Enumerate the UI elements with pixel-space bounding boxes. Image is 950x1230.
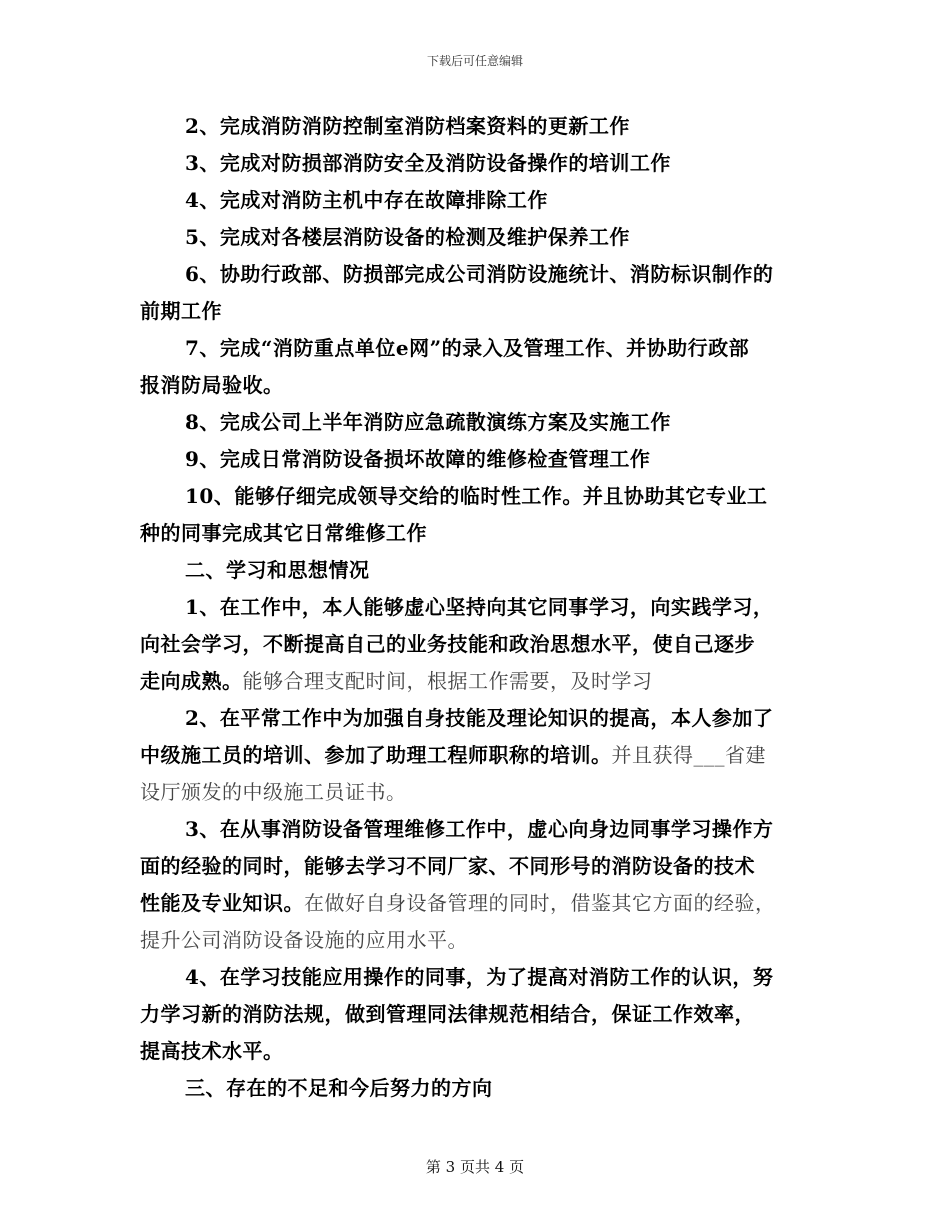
list-item-continuation: 报消防局验收。 — [140, 373, 284, 397]
document-body — [140, 108, 812, 1107]
paragraph-line: 提高技术水平。 — [140, 1039, 284, 1063]
paragraph-line: 中级施工员的培训、参加了助理工程师职称的培训。并且获得___省建 — [140, 743, 766, 767]
page-header: 下载后可任意编辑 — [426, 54, 523, 68]
paragraph-line: 设厅颁发的中级施工员证书。 — [140, 780, 407, 804]
list-item: 7、完成“消防重点单位e网”的录入及管理工作、并协助行政部 — [185, 336, 750, 360]
section-heading: 二、学习和思想情况 — [185, 558, 370, 582]
list-item: 8、完成公司上半年消防应急疏散演练方案及实施工作 — [185, 410, 671, 434]
list-item: 9、完成日常消防设备损坏故障的维修检查管理工作 — [185, 447, 651, 471]
paragraph-line: 性能及专业知识。在做好自身设备管理的同时，借鉴其它方面的经验， — [140, 891, 776, 915]
paragraph-line: 提升公司消防设备设施的应用水平。 — [140, 928, 468, 952]
list-item: 3、完成对防损部消防安全及消防设备操作的培训工作 — [185, 151, 671, 175]
list-item: 5、完成对各楼层消防设备的检测及维护保养工作 — [185, 225, 630, 249]
paragraph-line: 2、在平常工作中为加强自身技能及理论知识的提高，本人参加了 — [185, 706, 774, 730]
section-heading: 三、存在的不足和今后努力的方向 — [185, 1076, 493, 1100]
paragraph-line: 4、在学习技能应用操作的同事，为了提高对消防工作的认识，努 — [185, 965, 774, 989]
paragraph-line: 3、在从事消防设备管理维修工作中，虚心向身边同事学习操作方 — [185, 817, 774, 841]
page-footer: 第 3 页共 4 页 — [425, 1158, 525, 1176]
list-item-continuation: 种的同事完成其它日常维修工作 — [140, 521, 427, 545]
list-item: 10、能够仔细完成领导交给的临时性工作。并且协助其它专业工 — [185, 484, 768, 508]
list-item: 4、完成对消防主机中存在故障排除工作 — [185, 188, 548, 212]
paragraph-line: 走向成熟。能够合理支配时间，根据工作需要，及时学习 — [140, 669, 653, 693]
list-item-continuation: 前期工作 — [140, 299, 222, 323]
list-item: 2、完成消防消防控制室消防档案资料的更新工作 — [185, 114, 630, 138]
paragraph-line: 力学习新的消防法规，做到管理同法律规范相结合，保证工作效率， — [140, 1002, 755, 1026]
list-item: 6、协助行政部、防损部完成公司消防设施统计、消防标识制作的 — [185, 262, 774, 286]
paragraph-line: 1、在工作中，本人能够虚心坚持向其它同事学习，向实践学习， — [185, 595, 774, 619]
paragraph-line: 向社会学习，不断提高自己的业务技能和政治思想水平，使自己逐步 — [140, 632, 755, 656]
paragraph-line: 面的经验的同时，能够去学习不同厂家、不同形号的消防设备的技术 — [140, 854, 755, 878]
